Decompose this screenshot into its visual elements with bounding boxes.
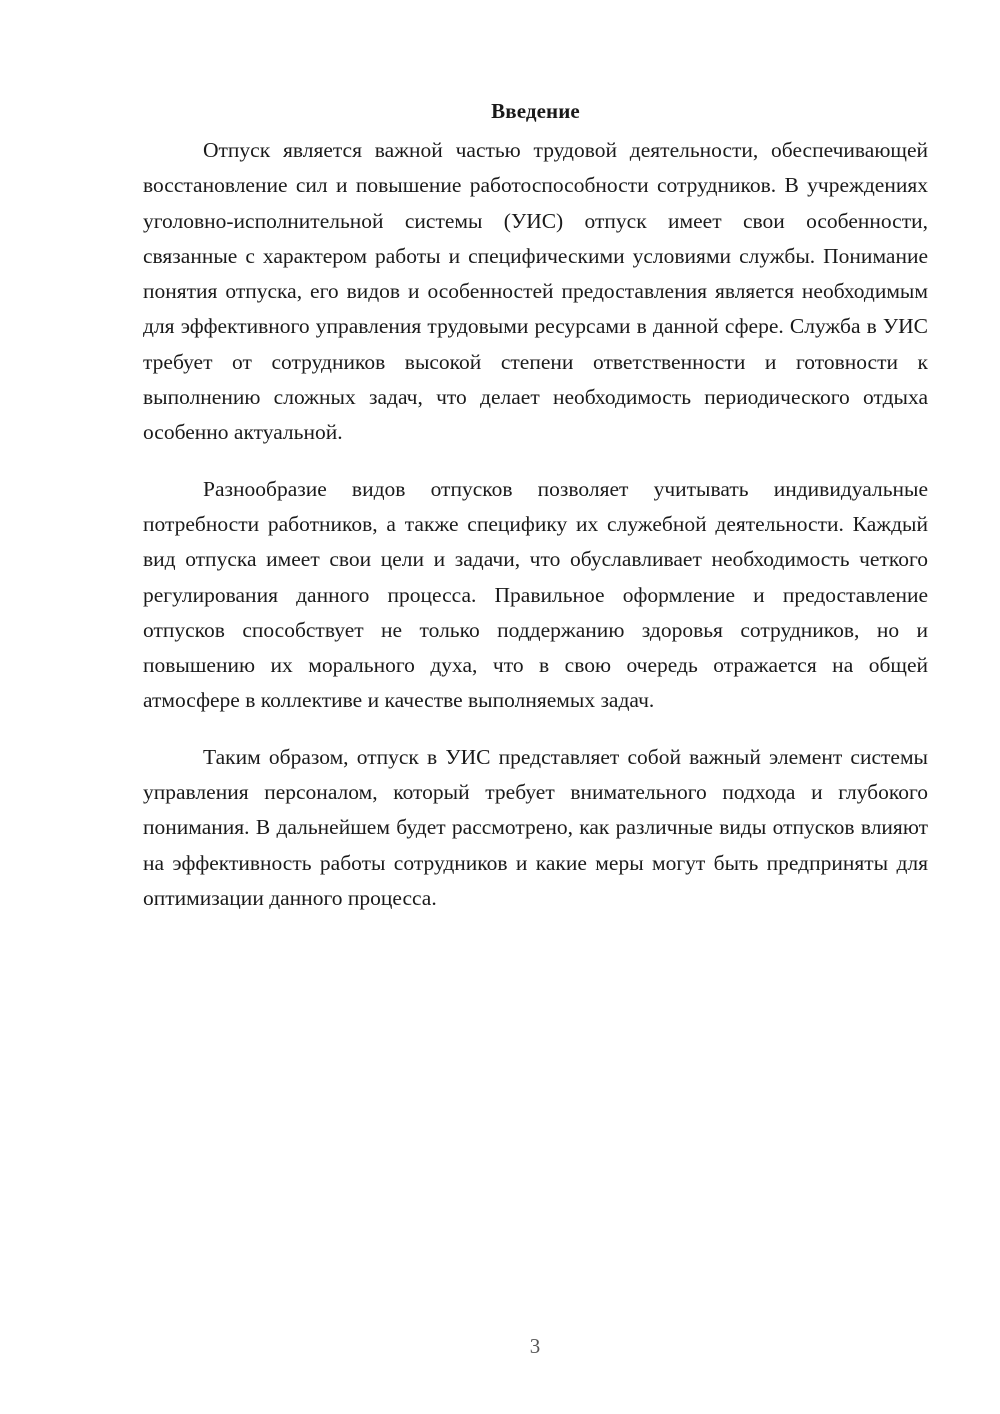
page-number: 3 xyxy=(529,1334,541,1358)
page-content xyxy=(143,96,928,937)
paragraph-3: Таким образом, отпуск в УИС представляет собой важный элемент системы управления персоналом, который требует внимательного подхода и глубокого понимания. В дальнейшем будет рассмотрено, как различные виды отпусков влияют на эффективность работы сотрудников и какие меры могут быть предприняты для оптимизации данного процесса. xyxy=(143,744,928,910)
paragraph-1: Отпуск является важной частью трудовой деятельности, обеспечивающей восстановление сил и повышение работоспособности сотрудников. В учреждениях уголовно-исполнительной системы (УИС) отпуск имеет свои особенности, связанные с характером работы и специфическими условиями службы. Понимание понятия отпуска, его видов и особенностей предоставления является необходимым для эффективного управления трудовыми ресурсами в данной сфере. Служба в УИС требует от сотрудников высокой степени ответственности и готовности к выполнению сложных задач, что делает необходимость периодического отдыха особенно актуальной. xyxy=(143,138,928,445)
section-title: Введение xyxy=(491,99,580,123)
paragraph-2: Разнообразие видов отпусков позволяет учитывать индивидуальные потребности работников, а также специфику их служебной деятельности. Каждый вид отпуска имеет свои цели и задачи, что обуславливает необходимость четкого регулирования данного процесса. Правильное оформление и предоставление отпусков способствует не только поддержанию здоровья сотрудников, но и повышению их морального духа, что в свою очередь отражается на общей атмосфере в коллективе и качестве выполняемых задач. xyxy=(143,476,928,713)
